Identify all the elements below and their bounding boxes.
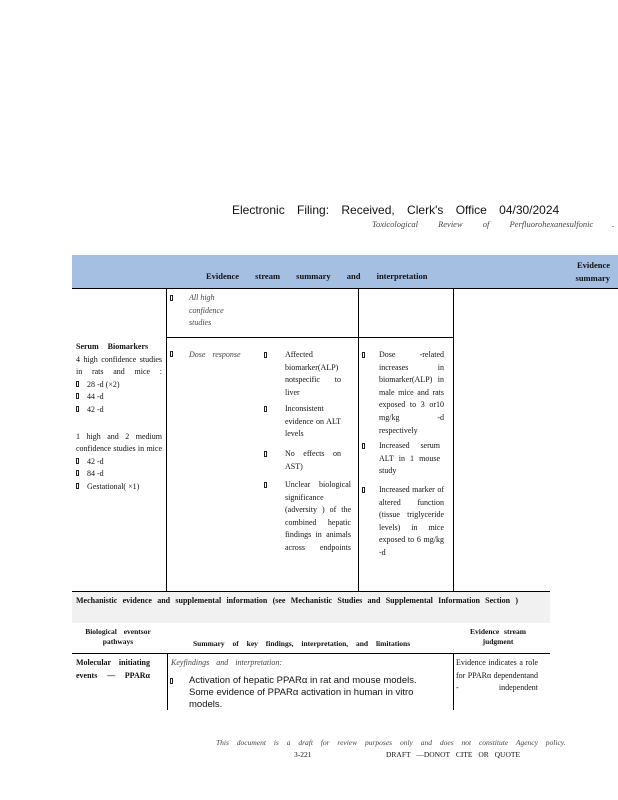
col3-bullet: Affected biomarker(ALP) notspecific to liver [264, 349, 354, 399]
serum-para-1: 4 high confidence studies in rats and mice : [76, 354, 162, 377]
dose-response-bullet: Dose response [170, 349, 241, 362]
ppar-activation-bullet: Activation of hepatic PPARα in rat and mouse models. Some evidence of PPARα activation in human in vitro models. [170, 675, 452, 711]
table-rule [72, 653, 550, 654]
col3-bullet: Inconsistent evidence on ALT levels [264, 403, 354, 441]
table-rule [167, 654, 168, 710]
table-header-center: Evidence stream summary and interpretation [206, 271, 428, 281]
evidence-judgment-text: Evidence indicates a role for PPARα dependentand - independent [456, 658, 538, 693]
bullet-icon [170, 295, 173, 301]
document-title: Toxicological Review of Perfluorohexanesulfonic [372, 219, 594, 229]
col4-bullet: Dose -related increases in biomarker(ALP) in male mice and rats exposed to 3 or10 mg/kg -d respectively [362, 349, 452, 437]
list-item: 42 -d [76, 456, 162, 469]
title-period: . [612, 219, 615, 229]
filing-stamp: Electronic Filing: Received, Clerk's Office 04/30/2024 [232, 203, 560, 217]
subheader-judgment: Evidence stream judgment [470, 627, 526, 646]
table-rule [166, 288, 167, 591]
list-item: 84 -d [76, 468, 162, 481]
serum-list-1 [76, 379, 162, 417]
col4-bullet: Increased marker of altered function (tissue triglyceride levels) in mice exposed to 6 mg/kg -d [362, 484, 452, 560]
page-number: 3-221 [294, 750, 312, 759]
list-item: 42 -d [76, 404, 162, 417]
bullet-icon [170, 351, 173, 357]
col4-bullet: Increased serum ALT in 1 mouse study [362, 440, 452, 478]
serum-para-2: 1 high and 2 medium confidence studies in mice [76, 431, 162, 454]
table-rule [166, 337, 454, 338]
col3-bullet: No effects on AST) [264, 448, 354, 473]
mechanistic-heading: Mechanistic evidence and supplemental information (see Mechanistic Studies and Supplemental Information Section ) [76, 596, 518, 605]
table-rule [453, 654, 454, 710]
subheader-biological-events: Biological eventsor pathways [85, 627, 151, 646]
list-item: 44 -d [76, 391, 162, 404]
draft-notice: DRAFT —DONOT CITE OR QUOTE [386, 750, 521, 759]
serum-list-2 [76, 456, 162, 494]
col3-bullet: Unclear biological significance (adversity ) of the combined hepatic findings in animals across endpoints [264, 479, 354, 555]
table-rule [453, 288, 454, 591]
table-rule [72, 288, 618, 289]
table-header-right: Evidence summary [575, 260, 610, 283]
table-rule [358, 288, 359, 591]
subheader-summary: Summary of key findings, interpretation, and limitations [193, 639, 411, 648]
list-item: Gestational( ×1) [76, 481, 162, 494]
serum-biomarkers-title: Serum Biomarkers [76, 342, 149, 351]
serum-biomarkers-cell [76, 341, 162, 494]
key-findings-label: Keyfindings and interpretation: [171, 658, 283, 667]
footer-disclaimer: This document is a draft for review purposes only and does not constitute Agency policy. [216, 738, 566, 747]
list-item: 28 -d (×2) [76, 379, 162, 392]
molecular-initiating-label: Molecular initiating events — PPARα [76, 658, 150, 680]
